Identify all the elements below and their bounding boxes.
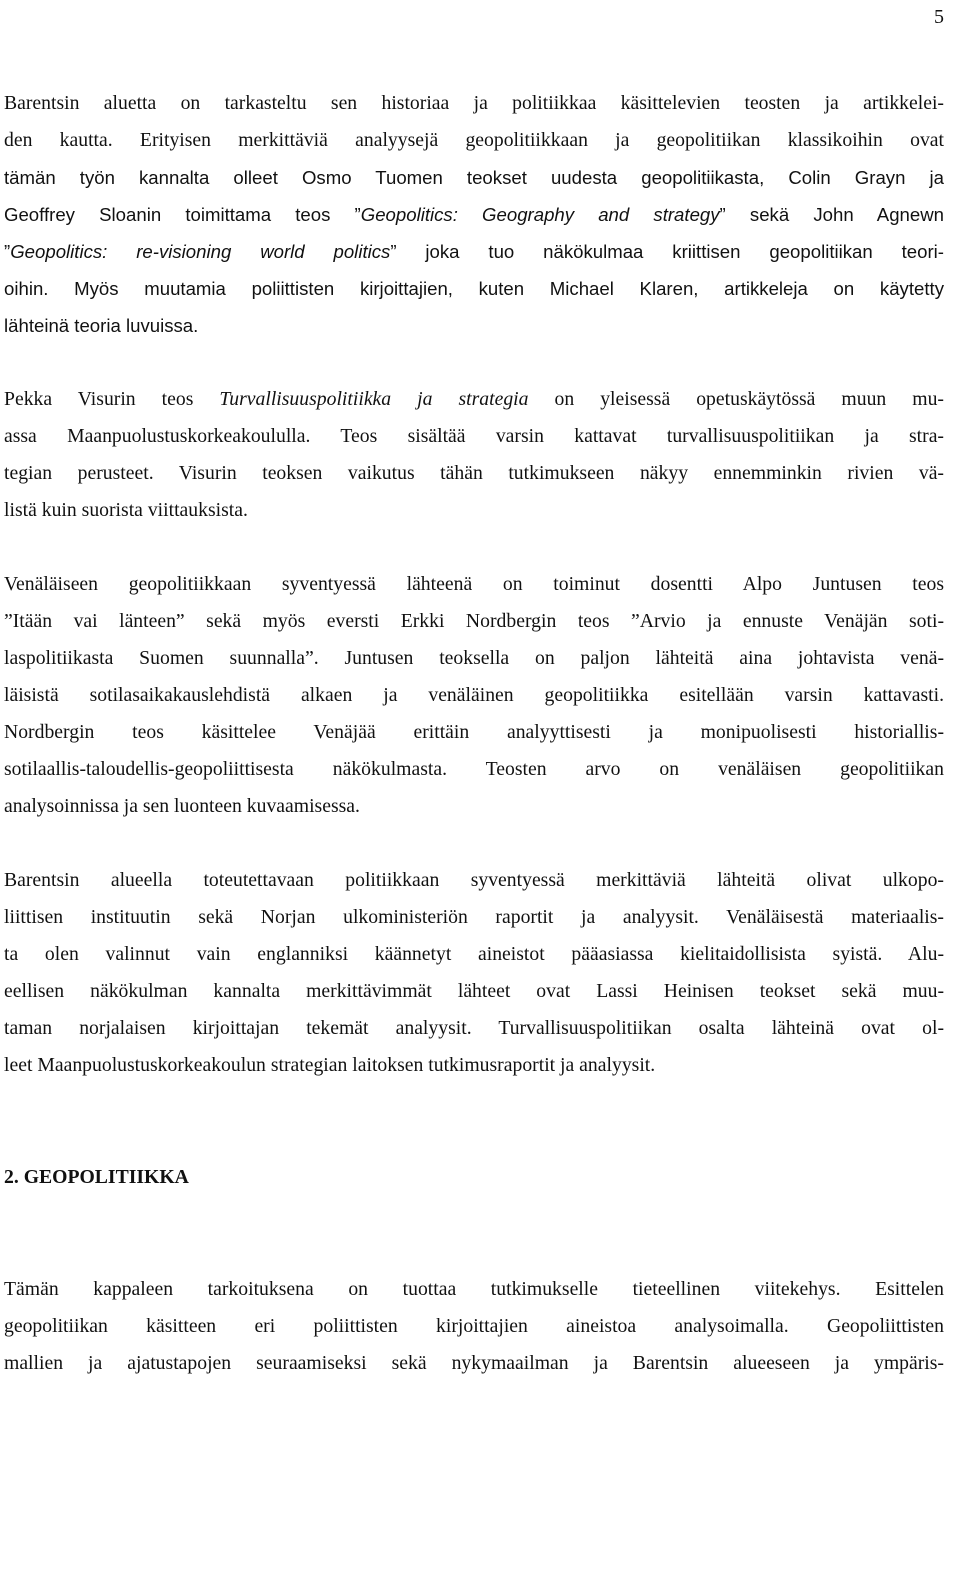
text-line: Barentsin alueella toteutettavaan politiikkaan syventyessä merkittäviä lähteitä olivat ulkopo-: [4, 869, 944, 891]
text-line: listä kuin suorista viittauksista.: [4, 499, 248, 521]
title-italic: Turvallisuuspolitiikka ja strategia: [219, 388, 529, 410]
text-line: Geoffrey Sloanin toimittama teos ”Geopolitics: Geography and strategy” sekä John Agnewn: [4, 204, 944, 225]
title-italic: Geopolitics: Geography and strategy: [360, 204, 720, 225]
text-line: sotilaallis-taloudellis-geopoliittisesta näkökulmasta. Teosten arvo on venäläisen geopolitiikan: [4, 758, 944, 780]
text-line: leet Maanpuolustuskorkeakoulun strategian laitoksen tutkimusraportit ja analyysit.: [4, 1054, 656, 1076]
text-line: assa Maanpuolustuskorkeakoululla. Teos sisältää varsin kattavat turvallisuuspolitiikan ja stra-: [4, 425, 944, 447]
page-number: 5: [934, 6, 944, 28]
paragraph-barents-policy: [4, 862, 944, 1084]
paragraph-visuri: [4, 381, 944, 529]
paragraph-section-intro: [4, 1271, 944, 1382]
text-line: geopolitiikan käsitteen eri poliittisten kirjoittajien aineistoa analysoimalla. Geopoliittisten: [4, 1315, 944, 1337]
text-line: Venäläiseen geopolitiikkaan syventyessä lähteenä on toiminut dosentti Alpo Juntusen teos: [4, 573, 944, 595]
text-line: eellisen näkökulman kannalta merkittävimmät lähteet ovat Lassi Heinisen teokset sekä muu-: [4, 980, 944, 1002]
text-line: taman norjalaisen kirjoittajan tekemät analyysit. Turvallisuuspolitiikan osalta lähteinä ovat ol-: [4, 1017, 944, 1039]
text-line: Tämän kappaleen tarkoituksena on tuottaa tutkimukselle tieteellinen viitekehys. Esittelen: [4, 1278, 944, 1300]
text-line: analysoinnissa ja sen luonteen kuvaamisessa.: [4, 795, 360, 817]
paragraph-russian-geopolitics: [4, 566, 944, 825]
text-line: mallien ja ajatustapojen seuraamiseksi sekä nykymaailman ja Barentsin alueeseen ja ympäris-: [4, 1352, 944, 1374]
text-line: Pekka Visurin teos Turvallisuuspolitiikka ja strategia on yleisessä opetuskäytössä muun mu-: [4, 388, 944, 410]
text-line: den kautta. Erityisen merkittäviä analyysejä geopolitiikkaan ja geopolitiikan klassikoihin ovat: [4, 129, 944, 151]
text-line: lähteinä teoria luvuissa.: [4, 315, 199, 336]
text-line: Nordbergin teos käsittelee Venäjää erittäin analyyttisesti ja monipuolisesti historiallis-: [4, 721, 944, 743]
text-line: ”Geopolitics: re-visioning world politics” joka tuo näkökulmaa kriittisen geopolitiikan teori-: [4, 241, 944, 262]
text-line: ta olen valinnut vain englanniksi käännetyt aineistot pääasiassa kielitaidollisista syistä. Alu-: [4, 943, 944, 965]
page-content: [4, 85, 944, 1382]
text-line: tämän työn kannalta olleet Osmo Tuomen teokset uudesta geopolitiikasta, Colin Grayn ja: [4, 167, 944, 188]
text-line: laspolitiikasta Suomen suunnalla”. Juntusen teoksella on paljon lähteitä aina johtavista venä-: [4, 647, 944, 669]
section-heading: 2. GEOPOLITIIKKA: [4, 1166, 189, 1188]
text-line: ”Itään vai länteen” sekä myös eversti Erkki Nordbergin teos ”Arvio ja ennuste Venäjän soti-: [4, 610, 944, 632]
title-italic: Geopolitics: re-visioning world politics: [10, 241, 391, 262]
text-line: tegian perusteet. Visurin teoksen vaikutus tähän tutkimukseen näkyy ennemminkin rivien vä-: [4, 462, 944, 484]
text-line: läisistä sotilasaikakauslehdistä alkaen ja venäläinen geopolitiikka esitellään varsin kattavasti.: [4, 684, 944, 706]
paragraph-sources-overview: [4, 85, 944, 344]
text-line: liittisen instituutin sekä Norjan ulkoministeriön raportit ja analyysit. Venäläisestä materiaalis-: [4, 906, 944, 928]
text-line: oihin. Myös muutamia poliittisten kirjoittajien, kuten Michael Klaren, artikkeleja on käytetty: [4, 278, 944, 299]
text-line: Barentsin aluetta on tarkasteltu sen historiaa ja politiikkaa käsittelevien teosten ja artikkelei-: [4, 92, 944, 114]
